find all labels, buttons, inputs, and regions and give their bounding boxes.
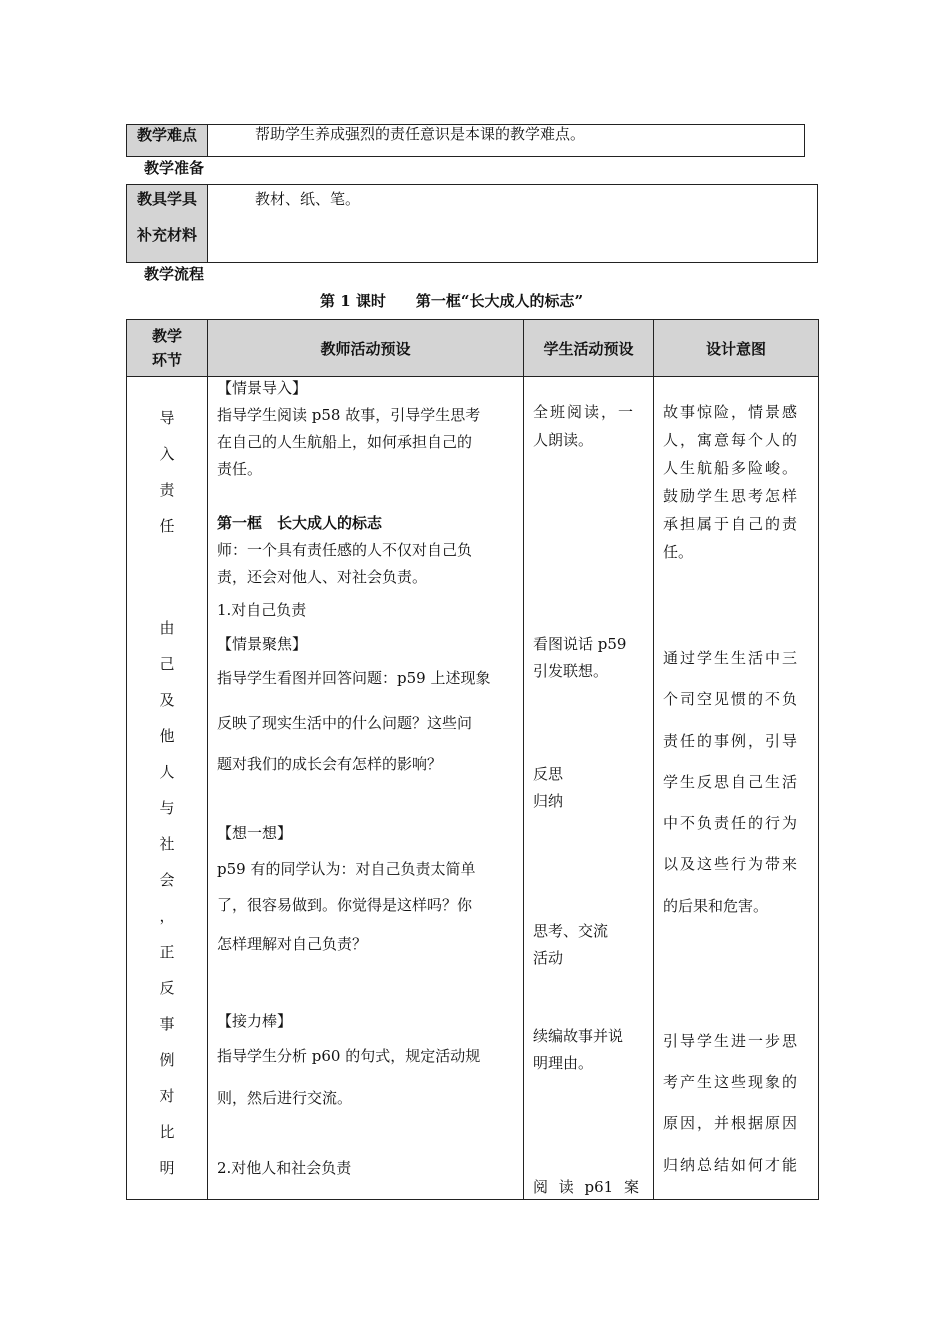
stage-char: 事 [159, 1015, 175, 1033]
intent-line: 人生航船多险峻。 [663, 459, 800, 477]
student-line: 续编故事并说 [533, 1027, 624, 1045]
intent-line: 引导学生进一步思 [663, 1032, 800, 1050]
header-student: 学生活动预设 [524, 320, 654, 377]
teacher-line: 指导学生分析 p60 的句式，规定活动规 [217, 1047, 481, 1065]
teacher-line: 1.对自己负责 [217, 601, 307, 619]
difficulty-text: 帮助学生养成强烈的责任意识是本课的教学难点。 [255, 125, 586, 143]
stage-char: 反 [159, 979, 175, 997]
teacher-line: 【情景导入】 [217, 379, 308, 397]
prep-box [126, 184, 818, 263]
teacher-line: 指导学生看图并回答问题：p59 上述现象 [217, 669, 491, 687]
stage-char: 比 [159, 1123, 175, 1141]
intent-line: 鼓励学生思考怎样 [663, 487, 800, 505]
intent-line: 故事惊险，情景感 [663, 403, 800, 421]
intent-line: 通过学生生活中三 [663, 649, 800, 667]
teacher-line: 师：一个具有责任感的人不仅对自己负 [217, 541, 473, 559]
teacher-line: 第一框 长大成人的标志 [217, 514, 383, 532]
teacher-line: 责任。 [217, 460, 263, 478]
stage-char: 任 [159, 517, 175, 535]
student-line: 反思 [533, 765, 564, 783]
header-intent: 设计意图 [654, 320, 819, 377]
student-line: 看图说话 p59 [533, 635, 627, 653]
teaching-flow-table [126, 319, 819, 1200]
student-line: 活动 [533, 949, 564, 967]
teacher-line: 则，然后进行交流。 [217, 1089, 353, 1107]
stage-char: 人 [159, 763, 175, 781]
difficulty-row [126, 124, 805, 157]
prep-extra-label: 补充材料 [136, 226, 197, 244]
stage-char: 例 [159, 1051, 175, 1069]
intent-line: 中不负责任的行为 [663, 814, 800, 832]
student-line: 归纳 [533, 792, 564, 810]
stage-cell [127, 377, 208, 1200]
student-line: 明理由。 [533, 1054, 594, 1072]
intent-line: 学生反思自己生活 [663, 773, 800, 791]
prep-heading: 教学准备 [144, 159, 205, 177]
prep-tools-text: 教材、纸、笔。 [255, 190, 361, 208]
flow-heading: 教学流程 [144, 265, 205, 283]
teacher-line: 【情景聚焦】 [217, 635, 308, 653]
intent-line: 个司空见惯的不负 [663, 690, 800, 708]
teacher-line: 反映了现实生活中的什么问题？这些问 [217, 714, 473, 732]
intent-cell [654, 377, 819, 1200]
stage-char: 及 [159, 691, 175, 709]
stage-char: 导 [159, 409, 175, 427]
teacher-line: 责，还会对他人、对社会负责。 [217, 568, 428, 586]
stage-char: 社 [159, 835, 175, 853]
student-line: 思考、交流 [533, 922, 609, 940]
teacher-line: 【想一想】 [217, 824, 293, 842]
intent-line: 以及这些行为带来 [663, 855, 800, 873]
student-line: 全班阅读，一 [533, 403, 636, 421]
teacher-line: 了，很容易做到。你觉得是这样吗？你 [217, 896, 473, 914]
difficulty-label: 教学难点 [127, 125, 208, 156]
stage-char: ， [159, 907, 175, 925]
intent-line: 归纳总结如何才能 [663, 1156, 800, 1174]
intent-line: 的后果和危害。 [663, 897, 769, 915]
header-stage [127, 320, 208, 377]
prep-tools-label: 教具学具 [136, 190, 197, 208]
stage-char: 己 [159, 655, 175, 673]
intent-line: 任。 [663, 543, 694, 561]
teacher-line: 题对我们的成长会有怎样的影响？ [217, 755, 443, 773]
header-stage-line1: 教学 [151, 327, 182, 345]
stage-char: 会 [159, 871, 175, 889]
teacher-cell [208, 377, 524, 1200]
teacher-line: p59 有的同学认为：对自己负责太简单 [217, 860, 476, 878]
stage-char: 与 [159, 799, 175, 817]
intent-line: 人，寓意每个人的 [663, 431, 800, 449]
teacher-line: 2.对他人和社会负责 [217, 1159, 352, 1177]
teacher-line: 【接力棒】 [217, 1012, 293, 1030]
stage-char: 明 [159, 1159, 175, 1177]
student-line: 阅 读 p61 案 [533, 1178, 639, 1196]
stage-char: 正 [159, 943, 175, 961]
stage-char: 他 [159, 727, 175, 745]
stage-char: 入 [159, 445, 175, 463]
teacher-line: 指导学生阅读 p58 故事，引导学生思考 [217, 406, 481, 424]
stage-char: 对 [159, 1087, 175, 1105]
stage-char: 责 [159, 481, 175, 499]
header-teacher: 教师活动预设 [208, 320, 524, 377]
intent-line: 原因，并根据原因 [663, 1114, 800, 1132]
teacher-line: 在自己的人生航船上，如何承担自己的 [217, 433, 473, 451]
intent-line: 承担属于自己的责 [663, 515, 800, 533]
header-stage-line2: 环节 [151, 351, 182, 369]
student-line: 引发联想。 [533, 662, 609, 680]
intent-line: 考产生这些现象的 [663, 1073, 800, 1091]
lesson-title: 第 1 课时 第一框“长大成人的标志” [320, 292, 584, 310]
teacher-line: 怎样理解对自己负责？ [217, 935, 368, 953]
stage-char: 由 [159, 619, 175, 637]
student-cell [524, 377, 654, 1200]
intent-line: 责任的事例，引导 [663, 732, 800, 750]
student-line: 人朗读。 [533, 431, 594, 449]
